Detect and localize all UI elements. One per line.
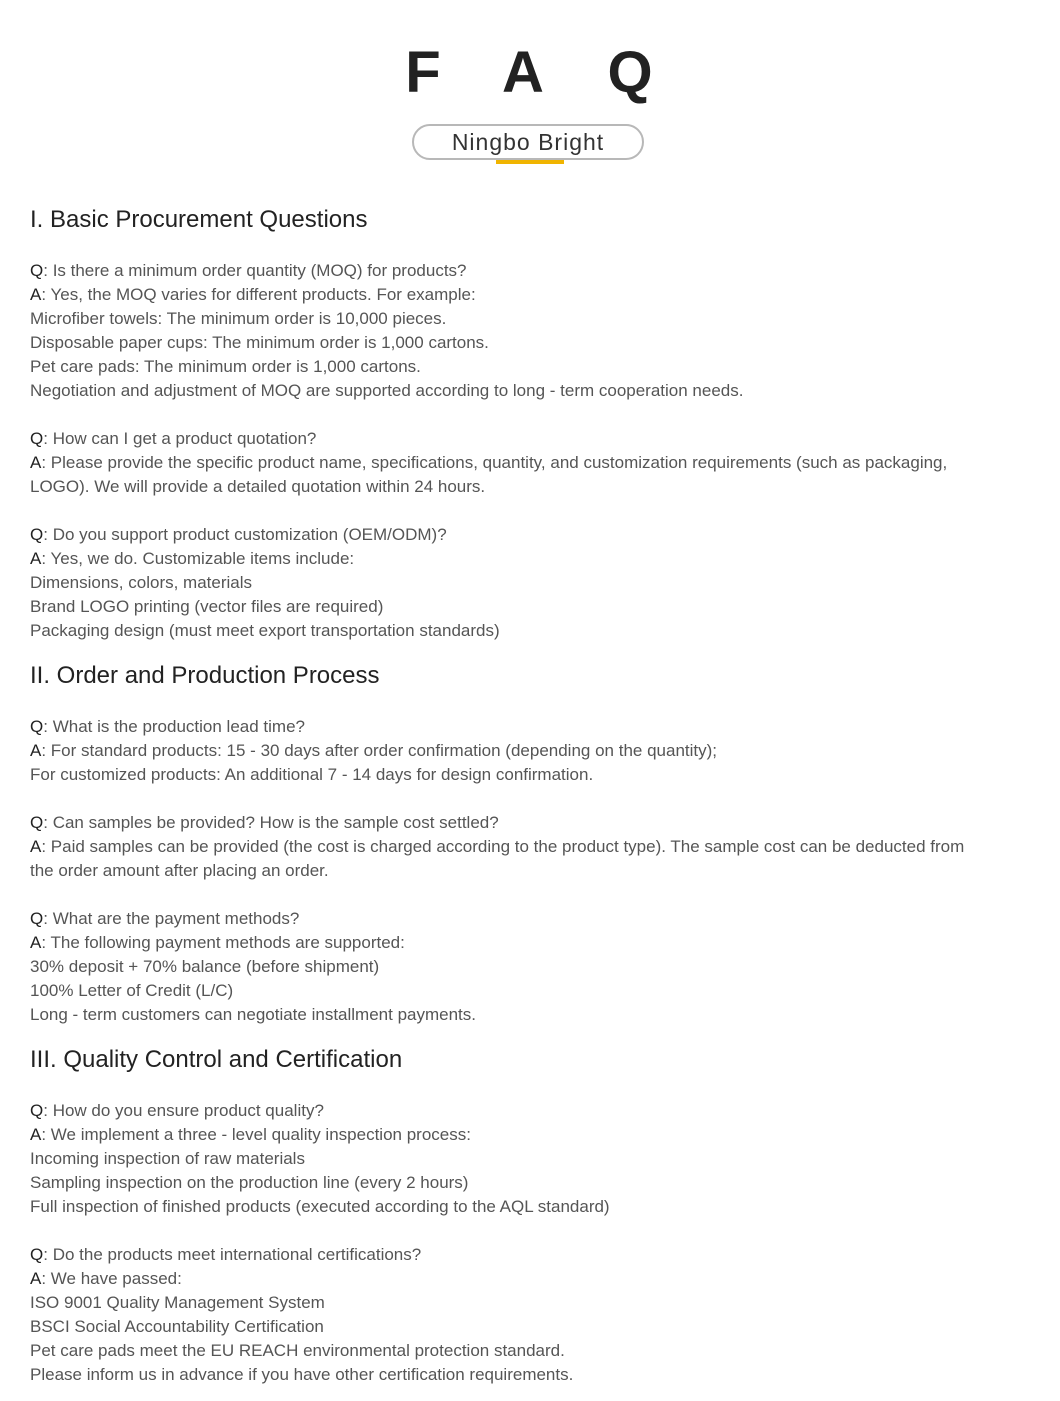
answer-detail: the order amount after placing an order. xyxy=(30,861,329,880)
brand-underline-accent xyxy=(496,160,564,164)
answer-detail: BSCI Social Accountability Certification xyxy=(30,1317,324,1336)
answer-line: A: Paid samples can be provided (the cost is charged according to the product type). The sample cost can be deducted from xyxy=(30,837,965,856)
answer-tag: A xyxy=(30,1125,42,1144)
question-line: Q: Can samples be provided? How is the sample cost settled? xyxy=(30,813,499,832)
section-heading: III. Quality Control and Certification xyxy=(30,1046,403,1073)
question-text: Do the products meet international certifications? xyxy=(52,1245,422,1264)
title-letter-a: A xyxy=(502,40,544,105)
answer-text: We implement a three - level quality inspection process: xyxy=(50,1125,471,1144)
answer-detail: 30% deposit + 70% balance (before shipment) xyxy=(30,957,380,976)
answer-detail: Disposable paper cups: The minimum order is 1,000 cartons. xyxy=(30,333,489,352)
question-tag: Q xyxy=(30,261,44,280)
answer-line: A: Yes, the MOQ varies for different products. For example: xyxy=(30,285,476,304)
answer-detail: Please inform us in advance if you have other certification requirements. xyxy=(30,1365,574,1384)
answer-text: The following payment methods are supported: xyxy=(50,933,405,952)
answer-text: Yes, we do. Customizable items include: xyxy=(50,549,355,568)
question-line: Q: Do you support product customization (OEM/ODM)? xyxy=(30,525,447,544)
answer-tag: A xyxy=(30,741,42,760)
answer-detail: Sampling inspection on the production line (every 2 hours) xyxy=(30,1173,469,1192)
section-heading: I. Basic Procurement Questions xyxy=(30,206,368,233)
answer-detail: Incoming inspection of raw materials xyxy=(30,1149,305,1168)
answer-text: We have passed: xyxy=(50,1269,182,1288)
answer-line: A: We implement a three - level quality inspection process: xyxy=(30,1125,471,1144)
question-tag: Q xyxy=(30,813,44,832)
question-text: Do you support product customization (OEM/ODM)? xyxy=(52,525,447,544)
answer-tag: A xyxy=(30,549,42,568)
answer-detail: Negotiation and adjustment of MOQ are supported according to long - term cooperation needs. xyxy=(30,381,744,400)
question-line: Q: How can I get a product quotation? xyxy=(30,429,317,448)
answer-detail: Microfiber towels: The minimum order is 10,000 pieces. xyxy=(30,309,447,328)
answer-text: Please provide the specific product name, specifications, quantity, and customization requirements (such as packaging, xyxy=(50,453,948,472)
question-tag: Q xyxy=(30,909,44,928)
answer-detail: Dimensions, colors, materials xyxy=(30,573,253,592)
question-tag: Q xyxy=(30,717,44,736)
answer-tag: A xyxy=(30,453,42,472)
answer-detail: Brand LOGO printing (vector files are required) xyxy=(30,597,384,616)
answer-line: A: Please provide the specific product name, specifications, quantity, and customization requirements (such as packaging, xyxy=(30,453,948,472)
answer-tag: A xyxy=(30,933,42,952)
answer-line: A: The following payment methods are supported: xyxy=(30,933,405,952)
question-text: What is the production lead time? xyxy=(52,717,305,736)
answer-tag: A xyxy=(30,837,42,856)
answer-detail: Packaging design (must meet export transportation standards) xyxy=(30,621,500,640)
answer-detail: For customized products: An additional 7 - 14 days for design confirmation. xyxy=(30,765,594,784)
answer-detail: Pet care pads meet the EU REACH environmental protection standard. xyxy=(30,1341,565,1360)
page-title xyxy=(0,38,1060,108)
question-line: Q: Do the products meet international certifications? xyxy=(30,1245,422,1264)
answer-detail: LOGO). We will provide a detailed quotation within 24 hours. xyxy=(30,477,486,496)
title-letter-f: F xyxy=(405,40,441,105)
answer-detail: ISO 9001 Quality Management System xyxy=(30,1293,325,1312)
question-tag: Q xyxy=(30,429,44,448)
question-line: Q: What is the production lead time? xyxy=(30,717,305,736)
question-text: Is there a minimum order quantity (MOQ) for products? xyxy=(52,261,467,280)
answer-tag: A xyxy=(30,1269,42,1288)
answer-detail: 100% Letter of Credit (L/C) xyxy=(30,981,234,1000)
answer-detail: Long - term customers can negotiate installment payments. xyxy=(30,1005,476,1024)
question-text: Can samples be provided? How is the sample cost settled? xyxy=(52,813,499,832)
question-tag: Q xyxy=(30,525,44,544)
question-line: Q: How do you ensure product quality? xyxy=(30,1101,324,1120)
answer-line: A: Yes, we do. Customizable items include: xyxy=(30,549,355,568)
title-letter-q: Q xyxy=(607,40,653,105)
answer-detail: Full inspection of finished products (executed according to the AQL standard) xyxy=(30,1197,610,1216)
answer-line: A: For standard products: 15 - 30 days after order confirmation (depending on the quantity); xyxy=(30,741,718,760)
answer-text: For standard products: 15 - 30 days after order confirmation (depending on the quantity); xyxy=(50,741,718,760)
question-text: What are the payment methods? xyxy=(52,909,300,928)
answer-tag: A xyxy=(30,285,42,304)
question-tag: Q xyxy=(30,1101,44,1120)
question-line: Q: Is there a minimum order quantity (MOQ) for products? xyxy=(30,261,467,280)
answer-detail: Pet care pads: The minimum order is 1,000 cartons. xyxy=(30,357,421,376)
question-tag: Q xyxy=(30,1245,44,1264)
question-text: How can I get a product quotation? xyxy=(52,429,317,448)
question-text: How do you ensure product quality? xyxy=(52,1101,324,1120)
section-heading: II. Order and Production Process xyxy=(30,662,380,689)
brand-badge: Ningbo Bright xyxy=(412,124,644,160)
answer-line: A: We have passed: xyxy=(30,1269,182,1288)
answer-text: Paid samples can be provided (the cost is charged according to the product type). The sample cost can be deducted from xyxy=(50,837,965,856)
question-line: Q: What are the payment methods? xyxy=(30,909,300,928)
answer-text: Yes, the MOQ varies for different products. For example: xyxy=(50,285,476,304)
